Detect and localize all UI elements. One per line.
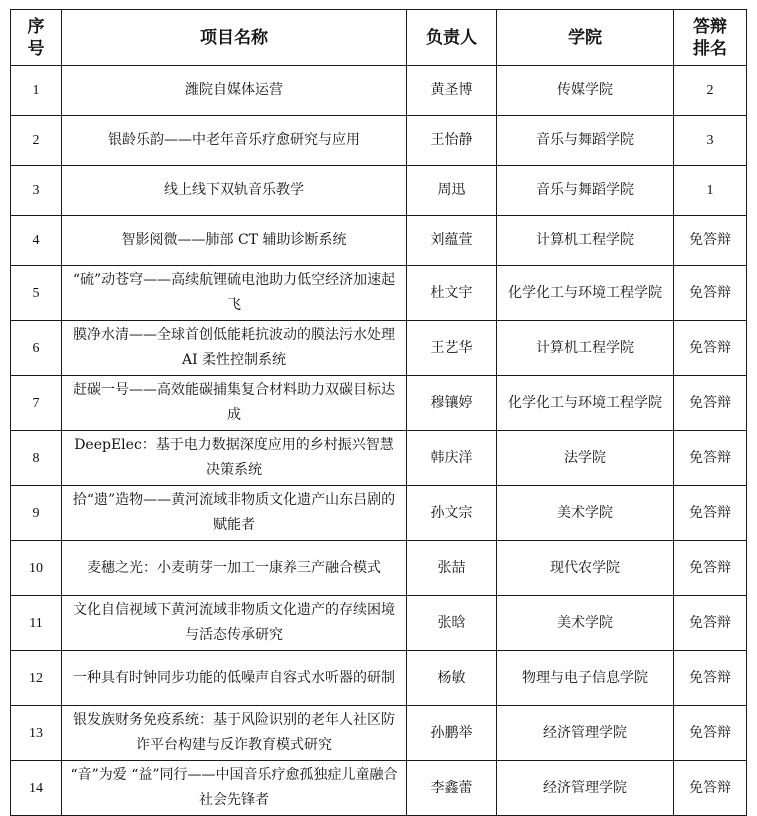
row-number: 2 <box>11 116 62 166</box>
college-name: 经济管理学院 <box>497 761 674 816</box>
header-college: 学院 <box>497 10 674 66</box>
row-number: 13 <box>11 706 62 761</box>
college-name: 现代农学院 <box>497 541 674 596</box>
defense-rank: 免答辩 <box>674 266 747 321</box>
college-name: 音乐与舞蹈学院 <box>497 166 674 216</box>
project-leader: 刘蕴萱 <box>407 216 497 266</box>
defense-rank: 3 <box>674 116 747 166</box>
project-name: “硫”动苍穹——高续航锂硫电池助力低空经济加速起飞 <box>62 266 407 321</box>
project-leader: 韩庆洋 <box>407 431 497 486</box>
project-name: “音”为爱 “益”同行——中国音乐疗愈孤独症儿童融合社会先锋者 <box>62 761 407 816</box>
row-number: 5 <box>11 266 62 321</box>
college-name: 美术学院 <box>497 596 674 651</box>
row-number: 3 <box>11 166 62 216</box>
defense-rank: 免答辩 <box>674 761 747 816</box>
defense-rank: 免答辩 <box>674 216 747 266</box>
table-row <box>11 486 747 541</box>
row-number: 11 <box>11 596 62 651</box>
college-name: 物理与电子信息学院 <box>497 651 674 706</box>
project-ranking-table <box>10 9 747 816</box>
defense-rank: 免答辩 <box>674 486 747 541</box>
project-name: DeepElec：基于电力数据深度应用的乡村振兴智慧决策系统 <box>62 431 407 486</box>
project-name: 线上线下双轨音乐教学 <box>62 166 407 216</box>
college-name: 传媒学院 <box>497 66 674 116</box>
project-leader: 张喆 <box>407 541 497 596</box>
row-number: 9 <box>11 486 62 541</box>
college-name: 经济管理学院 <box>497 706 674 761</box>
header-project-name: 项目名称 <box>62 10 407 66</box>
defense-rank: 2 <box>674 66 747 116</box>
project-name: 拾“遗”造物——黄河流域非物质文化遗产山东吕剧的赋能者 <box>62 486 407 541</box>
table-row <box>11 541 747 596</box>
table-row <box>11 431 747 486</box>
project-name: 一种具有时钟同步功能的低噪声自容式水听器的研制 <box>62 651 407 706</box>
project-name: 麦穗之光：小麦萌芽一加工一康养三产融合模式 <box>62 541 407 596</box>
college-name: 化学化工与环境工程学院 <box>497 376 674 431</box>
defense-rank: 免答辩 <box>674 651 747 706</box>
table-row <box>11 706 747 761</box>
row-number: 7 <box>11 376 62 431</box>
project-leader: 杨敏 <box>407 651 497 706</box>
project-leader: 穆镶婷 <box>407 376 497 431</box>
college-name: 美术学院 <box>497 486 674 541</box>
project-leader: 张晗 <box>407 596 497 651</box>
college-name: 音乐与舞蹈学院 <box>497 116 674 166</box>
table-row <box>11 651 747 706</box>
row-number: 4 <box>11 216 62 266</box>
row-number: 14 <box>11 761 62 816</box>
row-number: 12 <box>11 651 62 706</box>
college-name: 化学化工与环境工程学院 <box>497 266 674 321</box>
project-leader: 孙鹏举 <box>407 706 497 761</box>
project-name: 赶碳一号——高效能碳捕集复合材料助力双碳目标达成 <box>62 376 407 431</box>
header-index: 序 号 <box>11 10 62 66</box>
project-name: 智影阅微——肺部 CT 辅助诊断系统 <box>62 216 407 266</box>
table-row <box>11 266 747 321</box>
table-body <box>11 66 747 816</box>
table-row <box>11 761 747 816</box>
project-leader: 黄圣博 <box>407 66 497 116</box>
project-leader: 杜文宇 <box>407 266 497 321</box>
row-number: 10 <box>11 541 62 596</box>
defense-rank: 1 <box>674 166 747 216</box>
project-leader: 周迅 <box>407 166 497 216</box>
college-name: 法学院 <box>497 431 674 486</box>
table-row <box>11 166 747 216</box>
table-row <box>11 116 747 166</box>
row-number: 8 <box>11 431 62 486</box>
table-row <box>11 66 747 116</box>
row-number: 1 <box>11 66 62 116</box>
defense-rank: 免答辩 <box>674 321 747 376</box>
college-name: 计算机工程学院 <box>497 216 674 266</box>
project-leader: 李鑫蕾 <box>407 761 497 816</box>
project-name: 文化自信视域下黄河流域非物质文化遗产的存续困境与活态传承研究 <box>62 596 407 651</box>
table-row <box>11 376 747 431</box>
project-name: 潍院自媒体运营 <box>62 66 407 116</box>
project-leader: 王怡静 <box>407 116 497 166</box>
table-row <box>11 321 747 376</box>
project-leader: 王艺华 <box>407 321 497 376</box>
defense-rank: 免答辩 <box>674 376 747 431</box>
defense-rank: 免答辩 <box>674 541 747 596</box>
project-name: 银龄乐韵——中老年音乐疗愈研究与应用 <box>62 116 407 166</box>
table-row <box>11 596 747 651</box>
project-name: 银发族财务免疫系统：基于风险识别的老年人社区防诈平台构建与反诈教育模式研究 <box>62 706 407 761</box>
header-leader: 负责人 <box>407 10 497 66</box>
defense-rank: 免答辩 <box>674 431 747 486</box>
table-header-row <box>11 10 747 66</box>
project-name: 膜净水清——全球首创低能耗抗波动的膜法污水处理 AI 柔性控制系统 <box>62 321 407 376</box>
row-number: 6 <box>11 321 62 376</box>
college-name: 计算机工程学院 <box>497 321 674 376</box>
project-leader: 孙文宗 <box>407 486 497 541</box>
defense-rank: 免答辩 <box>674 596 747 651</box>
table-row <box>11 216 747 266</box>
defense-rank: 免答辩 <box>674 706 747 761</box>
header-defense-rank: 答辩 排名 <box>674 10 747 66</box>
